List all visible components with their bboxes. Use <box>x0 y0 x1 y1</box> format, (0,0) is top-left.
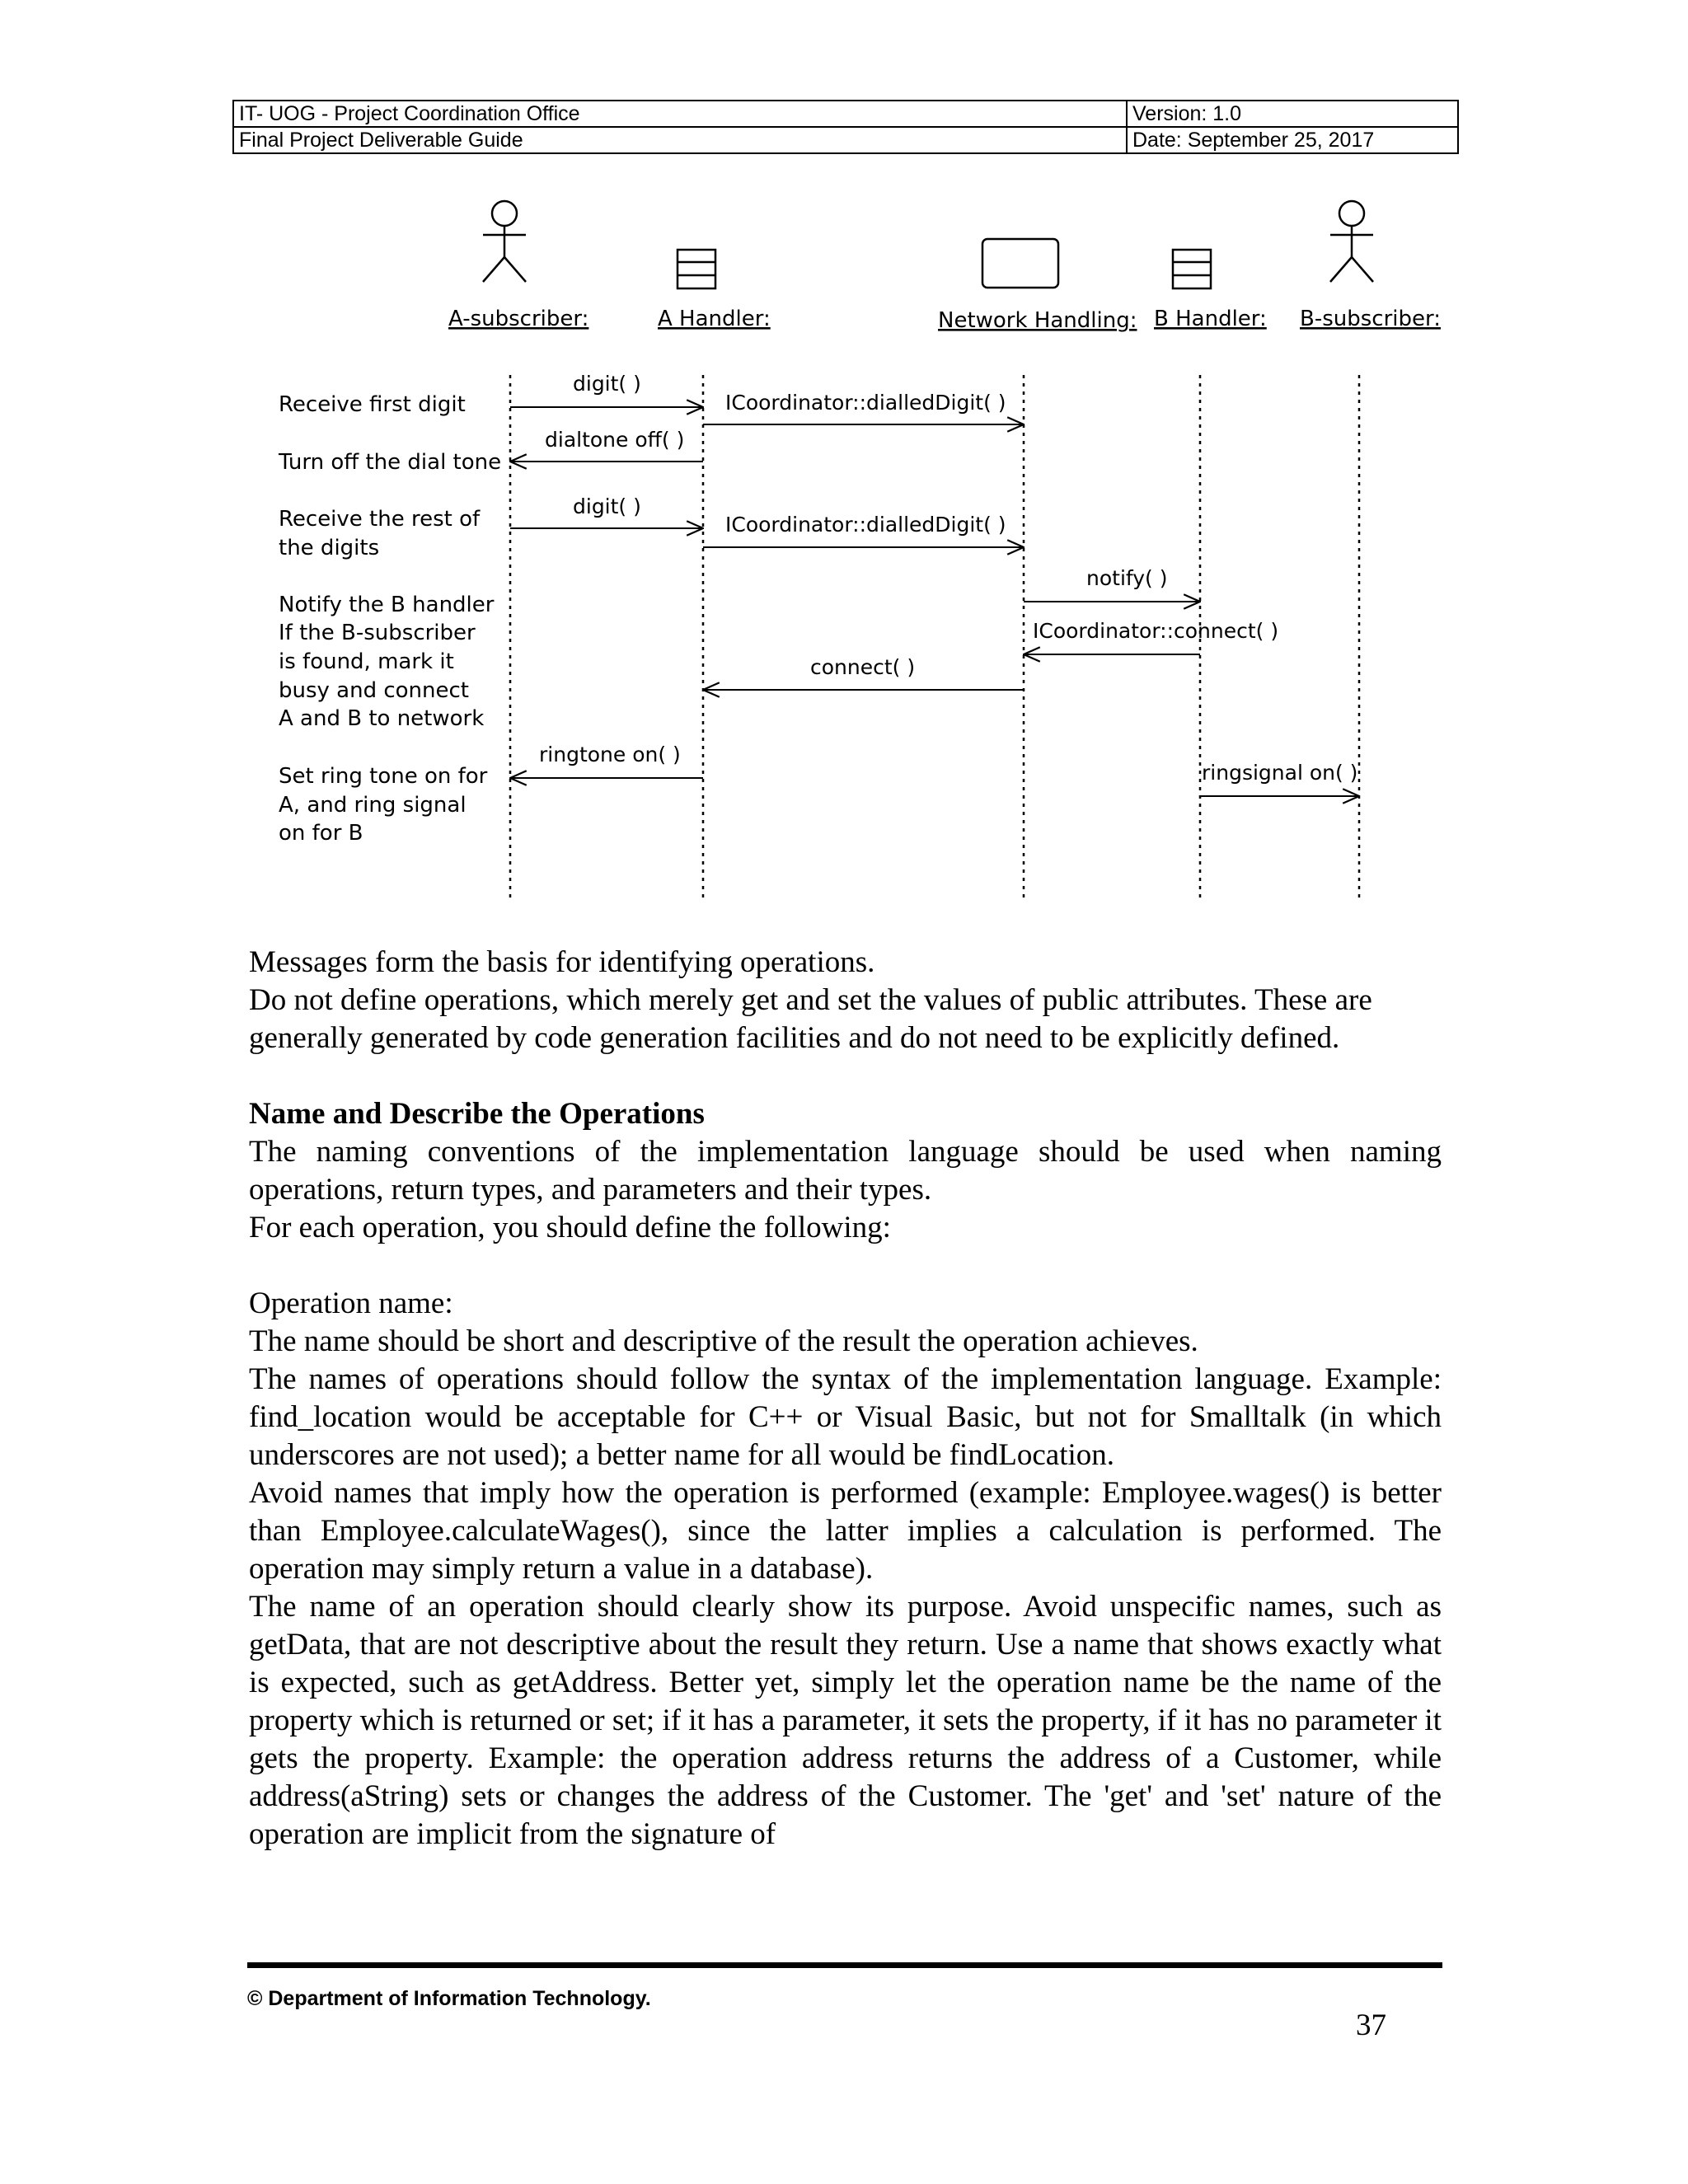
paragraph: For each operation, you should define the following: <box>249 1211 891 1244</box>
step-descriptions <box>278 392 501 846</box>
paragraph: The names of operations should follow the syntax of the implementation language. Example: find_location would be acceptable for C++ or Visual Basic, but not for Smalltalk (in which underscores are not used); a better name for all would be findLocation. <box>249 1362 1442 1472</box>
step-label: If the B-subscriber <box>279 621 476 645</box>
msg-ringsignal-on: ringsignal on( ) <box>1202 761 1358 785</box>
paragraph: The name should be short and descriptive of the result the operation achieves. <box>249 1324 1198 1358</box>
participant-a-subscriber: A-subscriber: <box>448 307 589 331</box>
step-label: Receive the rest of <box>279 507 481 532</box>
participant-b-handler: B Handler: <box>1154 307 1267 331</box>
participant-b-subscriber: B-subscriber: <box>1300 307 1441 331</box>
footer-copyright: © Department of Information Technology. <box>247 1987 651 2010</box>
msg-digit-2: digit( ) <box>573 494 641 518</box>
actor-b-subscriber-icon <box>1330 201 1373 282</box>
step-label: Turn off the dial tone <box>279 450 502 475</box>
msg-notify: notify( ) <box>1086 566 1168 590</box>
message-labels <box>539 372 1357 785</box>
footer-rule <box>247 1962 1442 1968</box>
section-heading: Name and Describe the Operations <box>249 1097 705 1131</box>
body-content <box>249 944 1442 1854</box>
b-handler-icon <box>1173 250 1211 288</box>
paragraph: Do not define operations, which merely get and set the values of public attributes. These are generally generated by code generation facilities and do not need to be explicitly defined. <box>249 983 1372 1055</box>
step-label: Set ring tone on for <box>279 764 488 789</box>
page-number: 37 <box>1356 2008 1386 2042</box>
msg-dialled-digit-1: ICoordinator::dialledDigit( ) <box>725 391 1006 415</box>
step-label: on for B <box>279 821 363 846</box>
paragraph: Messages form the basis for identifying operations. <box>249 945 875 979</box>
step-label: Receive first digit <box>279 392 466 417</box>
spacer <box>249 1057 1442 1095</box>
paragraph: Avoid names that imply how the operation is performed (example: Employee.wages() is better than Employee.calculateWages(), since the latter implies a calculation is performed. The operation may simply return a value in a database). <box>249 1476 1442 1586</box>
step-label: A, and ring signal <box>279 793 467 818</box>
step-label: is found, mark it <box>279 649 454 674</box>
header-doc-title: Final Project Deliverable Guide <box>233 127 1127 153</box>
step-label: the digits <box>279 536 380 560</box>
msg-dialled-digit-2: ICoordinator::dialledDigit( ) <box>725 513 1006 537</box>
paragraph: Operation name: <box>249 1286 453 1320</box>
msg-digit-1: digit( ) <box>573 372 641 396</box>
step-label: A and B to network <box>279 706 485 731</box>
header-date: Date: September 25, 2017 <box>1127 127 1458 153</box>
paragraph: The naming conventions of the implementation language should be used when naming operations, return types, and parameters and their types. <box>249 1135 1442 1207</box>
msg-coordinator-connect: ICoordinator::connect( ) <box>1033 619 1279 643</box>
header-org: IT- UOG - Project Coordination Office <box>233 101 1127 127</box>
actor-a-subscriber-icon <box>483 201 526 282</box>
step-label: Notify the B handler <box>279 593 495 617</box>
sequence-diagram <box>0 0 1688 915</box>
msg-ringtone-on: ringtone on( ) <box>539 743 681 766</box>
msg-dialtone-off: dialtone off( ) <box>545 428 685 452</box>
spacer <box>249 1247 1442 1285</box>
step-label: busy and connect <box>279 678 470 703</box>
participant-network-handling: Network Handling: <box>938 308 1137 333</box>
participant-a-handler: A Handler: <box>658 307 771 331</box>
network-handling-icon <box>982 239 1058 288</box>
msg-connect: connect( ) <box>810 655 916 679</box>
header-version: Version: 1.0 <box>1127 101 1458 127</box>
message-arrows <box>510 407 1359 796</box>
a-handler-icon <box>678 250 715 288</box>
paragraph: The name of an operation should clearly show its purpose. Avoid unspecific names, such as getData, that are not descriptive about the result they return. Use a name that shows exactly what is expected, such as getAddress. Better yet, simply let the operation name be the name of the property which is returned or set; if it has a parameter, it sets the property, if it has no parameter it gets the property. Example: the operation address returns the address of a Customer, while address(aString) sets or changes the address of the Customer. The 'get' and 'set' nature of the operation are implicit from the signature of <box>249 1590 1442 1851</box>
